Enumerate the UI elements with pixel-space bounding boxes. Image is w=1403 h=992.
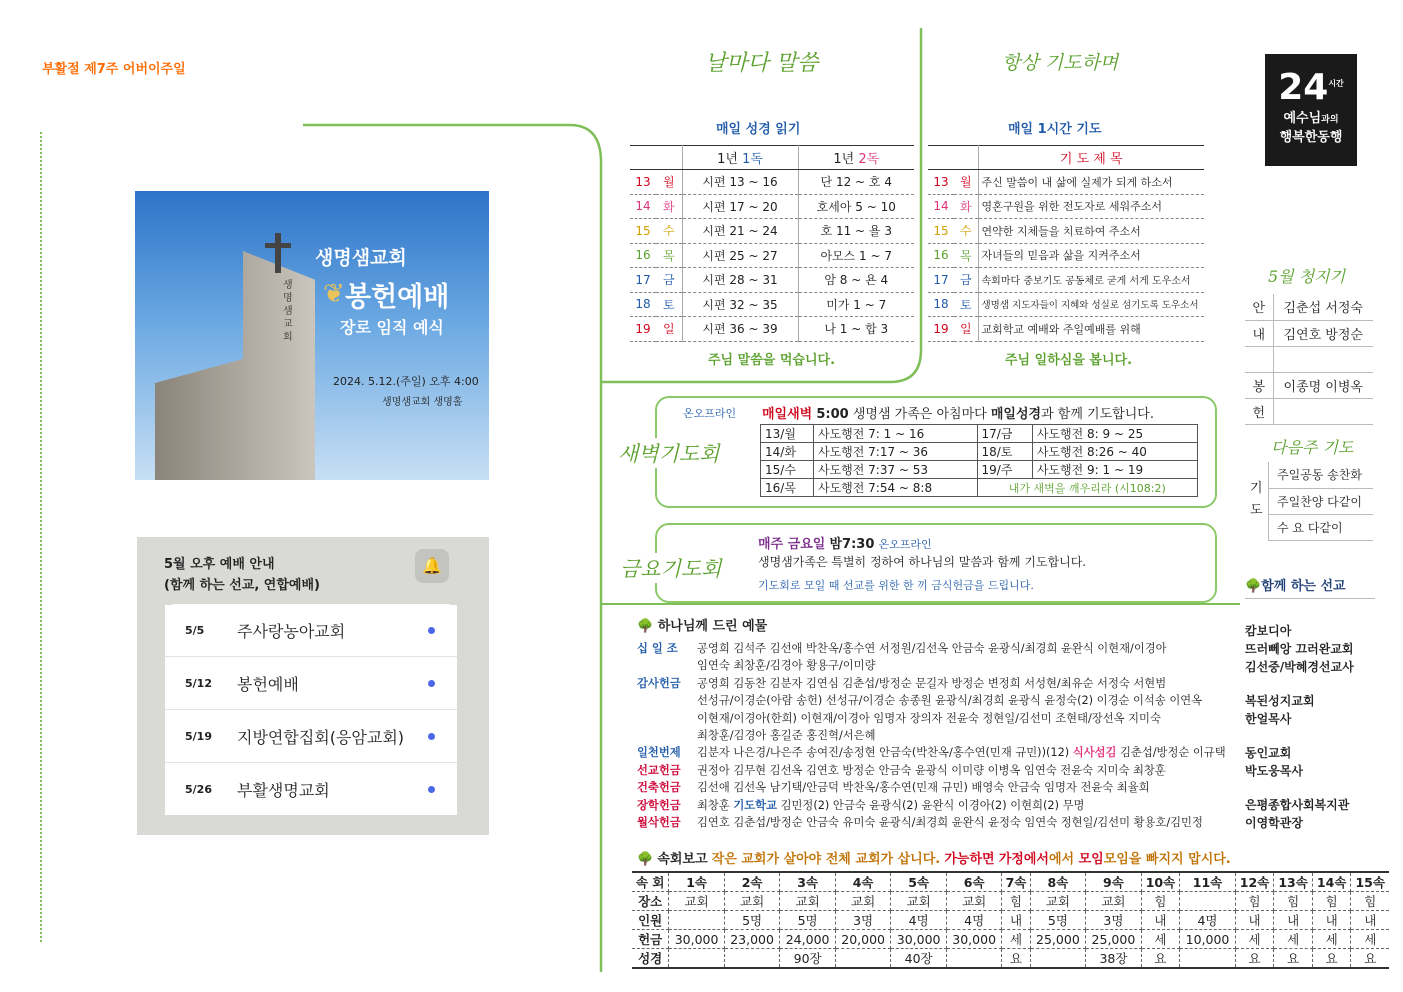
cell-table-cell: 38장 (1086, 949, 1142, 969)
cell-table-cell: 성경 (632, 949, 669, 969)
notice-date: 5/19 (185, 730, 212, 743)
notice-item[interactable] (165, 711, 457, 763)
word-footer: 주님 말씀을 먹습니다. (708, 353, 836, 368)
cell-table-cell (946, 949, 1002, 969)
table-row (632, 930, 1389, 949)
cell-table-cell: 5명 (780, 911, 836, 930)
cell-table-cell: 교회 (724, 892, 780, 911)
cell-table-cell: 세 (1235, 930, 1274, 949)
poster-place: 생명샘교회 생명홀 (382, 397, 463, 408)
bulletin-title: 부활절 제7주 어버이주일 (42, 62, 186, 77)
notice-name: 봉헌예배 (237, 675, 299, 694)
friday-note: 기도회로 모일 때 선교를 위한 한 끼 금식헌금을 드립니다. (758, 579, 1034, 592)
cell-table-cell: 5속 (891, 872, 947, 892)
tree-icon: 🌳 (637, 852, 654, 867)
table-row (632, 872, 1389, 892)
notice-name: 주사랑농아교회 (237, 622, 346, 641)
prayer-item: 교회학교 예배와 주일예배를 위해 (978, 317, 1204, 342)
cell-table-cell: 교회 (780, 892, 836, 911)
cell-table-cell: 힘 (1351, 892, 1389, 911)
dawn-intro: 매일새벽 5:00 생명샘 가족은 아침마다 매일성경과 함께 기도합니다. (762, 407, 1154, 422)
cell-table-cell: 내 (1235, 911, 1274, 930)
notice-title: 5월 오후 예배 안내 (164, 557, 275, 572)
cell-table-cell: 3명 (1086, 911, 1142, 930)
cell-table-cell: 교회 (835, 892, 891, 911)
prayer-footer: 주님 일하심을 봅니다. (1005, 353, 1133, 368)
dot-icon (428, 733, 435, 740)
cell-table-cell (835, 949, 891, 969)
reading-row: 18 토 시편 32 ~ 35 미가 1 ~ 7 (630, 292, 914, 317)
cell-table-cell: 세 (1351, 930, 1389, 949)
cell-table-cell: 4속 (835, 872, 891, 892)
cell-table-cell: 요 (1141, 949, 1180, 969)
notice-name: 지방연합집회(응암교회) (237, 728, 405, 747)
cell-table-cell: 7속 (1002, 872, 1030, 892)
cell-table-cell: 13속 (1274, 872, 1313, 892)
table-row (632, 911, 1389, 930)
cell-table-cell (1180, 949, 1236, 969)
cell-table-cell: 요 (1312, 949, 1351, 969)
notice-date: 5/12 (185, 677, 212, 690)
cell-table-cell: 속 회 (632, 872, 669, 892)
cross-icon (275, 233, 281, 273)
tower-text: 생명샘교회 (283, 280, 293, 343)
cell-table-cell: 내 (1351, 911, 1389, 930)
reading-row: 13 월 시편 13 ~ 16 단 12 ~ 호 4 (630, 170, 914, 195)
cell-table-cell (669, 911, 725, 930)
col1-hl: 1독 (742, 152, 763, 167)
friday-label: 금요기도회 (616, 553, 725, 583)
cell-table-cell: 20,000 (835, 930, 891, 949)
cell-table-cell: 5명 (1030, 911, 1086, 930)
cell-table-cell: 인원 (632, 911, 669, 930)
logo-line2: 행복한동행 (1279, 130, 1343, 145)
notice-name: 부활생명교회 (237, 780, 330, 800)
prayer-item: 속회마다 중보기도 공동체로 굳게 서게 도우소서 (978, 268, 1204, 293)
cell-table-cell: 세 (1312, 930, 1351, 949)
event-poster (135, 191, 489, 480)
tree-icon: 🌳 (637, 619, 654, 634)
cell-table-cell: 교회 (946, 892, 1002, 911)
cell-table-cell: 30,000 (946, 930, 1002, 949)
cell-title: 🌳 속회보고 작은 교회가 살아야 전체 교회가 삽니다. 가능하면 가정에서에서 모임모임을 빠지지 맙시다. (637, 852, 1231, 867)
col2-hl: 2독 (858, 152, 880, 167)
logo-line1: 예수님과의 (1283, 111, 1339, 126)
cell-table-cell: 힘 (1235, 892, 1274, 911)
cell-table-cell: 내 (1312, 911, 1351, 930)
cell-table (632, 871, 1389, 969)
cell-table-cell: 25,000 (1086, 930, 1142, 949)
cell-table-cell: 헌금 (632, 930, 669, 949)
col1-pre: 1년 (717, 152, 738, 167)
cell-table-cell: 내 (1141, 911, 1180, 930)
cell-table-cell: 23,000 (724, 930, 780, 949)
friday-text: 생명샘가족은 특별히 정하여 하나님의 말씀과 함께 기도합니다. (758, 555, 1087, 569)
cell-table-cell: 2속 (724, 872, 780, 892)
tree-icon: 🌳 (1245, 579, 1262, 594)
cell-table-cell (1030, 949, 1086, 969)
reading-row: 19 일 시편 36 ~ 39 나 1 ~ 합 3 (630, 317, 914, 342)
dawn-schedule: 13/월 사도행전 7: 1 ~ 16 17/금 사도행전 8: 9 ~ 25 14/화 사도행전 7:17 ~ 36 18/토 사도행전 8:26 ~ 40 15/수 사도행전 7:37 ~ 53 19/주 사도행전 9: 1 ~ 19 16/목 사도행전 7:54 ~ 8:8 내가 새벽을 깨우리라 (시108:2) (760, 424, 1198, 497)
prayer-item: 연약한 지체들을 치료하여 주소서 (978, 219, 1204, 244)
cell-table-cell: 요 (1002, 949, 1030, 969)
prayer-item: 영혼구원을 위한 전도자로 세워주소서 (978, 194, 1204, 219)
word-sub: 매일 성경 읽기 (716, 122, 801, 137)
cell-table-cell (669, 949, 725, 969)
next-title: 다음주 기도 (1271, 438, 1354, 457)
notice-item[interactable] (165, 763, 457, 815)
cell-table-cell: 세 (1274, 930, 1313, 949)
dot-icon (428, 627, 435, 634)
cell-table-cell: 14속 (1312, 872, 1351, 892)
prayer-sub: 매일 1시간 기도 (1008, 122, 1102, 137)
word-title: 날마다 말씀 (705, 51, 819, 76)
dawn-online: 온오프라인 (683, 407, 737, 420)
col2-pre: 1년 (833, 152, 855, 167)
cell-table-cell (1180, 892, 1236, 911)
cell-table-cell: 장소 (632, 892, 669, 911)
next-key: 기도 (1250, 481, 1263, 518)
logo-number: $24^{시간}$ (1278, 67, 1344, 108)
next-table: 주일공동 송찬화 주일찬양 다같이 수 요 다같이 (1268, 462, 1373, 541)
cell-table-cell: 세 (1002, 930, 1030, 949)
poster-event: 봉헌예배 (345, 282, 450, 313)
cell-table-cell: 90장 (780, 949, 836, 969)
reading-row: 17 금 시편 28 ~ 31 암 8 ~ 욘 4 (630, 268, 914, 293)
cell-table-cell: 25,000 (1030, 930, 1086, 949)
cell-table-cell: 내 (1002, 911, 1030, 930)
reading-row: 16 목 시편 25 ~ 27 아모스 1 ~ 7 (630, 243, 914, 268)
prayer-title: 항상 기도하며 (1002, 52, 1119, 74)
cross-bar (265, 243, 291, 248)
prayer-item: 자녀들의 믿음과 삶을 지켜주소서 (978, 243, 1204, 268)
cell-table-cell: 요 (1235, 949, 1274, 969)
prayer-item: 생명샘 지도자들이 지혜와 성실로 섬기도록 도우소서 (978, 292, 1204, 317)
mission-divider (1245, 598, 1375, 599)
notice-date: 5/26 (185, 782, 212, 796)
poster-date: 2024. 5.12.(주일) 오후 4:00 (333, 375, 479, 388)
cell-table-cell: 15속 (1351, 872, 1389, 892)
poster-church: 생명샘교회 (315, 247, 407, 269)
reading-row: 14 화 시편 17 ~ 20 호세아 5 ~ 10 (630, 194, 914, 219)
table-row (632, 949, 1389, 969)
wheat-icon: ❦ (323, 279, 345, 309)
cell-table-cell: 세 (1141, 930, 1180, 949)
cell-table-cell: 교회 (669, 892, 725, 911)
friday-intro: 매주 금요일 밤7:30 온오프라인 (758, 537, 932, 552)
cell-table-cell: 4명 (946, 911, 1002, 930)
cell-table-cell: 8속 (1030, 872, 1086, 892)
cell-table-cell: 9속 (1086, 872, 1142, 892)
prayer-col-header: 기 도 제 목 (978, 146, 1204, 170)
cell-table-cell: 힘 (1141, 892, 1180, 911)
poster-sub: 장로 임직 예식 (340, 318, 444, 337)
dot-icon (428, 786, 435, 793)
mission-title: 🌳함께 하는 선교 (1245, 579, 1346, 594)
cell-table-cell: 힘 (1274, 892, 1313, 911)
slogan-logo (1265, 54, 1357, 166)
cell-table-cell: 30,000 (891, 930, 947, 949)
cell-table-cell: 11속 (1180, 872, 1236, 892)
cell-table-cell: 6속 (946, 872, 1002, 892)
bell-icon[interactable]: 🔔 (415, 549, 449, 583)
cell-table-cell: 힘 (1312, 892, 1351, 911)
cell-table-cell: 12속 (1235, 872, 1274, 892)
notice-item[interactable] (165, 658, 457, 710)
cleaning-table: 안 김춘섭 서정숙 내 김연호 방정순 봉 이종명 이병옥 헌 (1245, 294, 1373, 425)
table-row (632, 892, 1389, 911)
prayer-item: 주신 말씀이 내 삶에 실제가 되게 하소서 (978, 170, 1204, 195)
cell-table-cell: 10속 (1141, 872, 1180, 892)
cell-table-cell: 4명 (1180, 911, 1236, 930)
notice-subtitle: (함께 하는 선교, 연합예배) (164, 578, 320, 593)
mission-list: 캄보디아 뜨러뻬앙 끄러완교회 김선중/박혜경선교사 복된성지교회 한얼목사 동인교회 박도웅목사 은평종합사회복지관 이영학관장 (1245, 624, 1354, 830)
offering-title: 🌳 하나님께 드린 예물 (637, 619, 768, 634)
cell-table-cell: 10,000 (1180, 930, 1236, 949)
cleaning-title: 5월 청지기 (1268, 267, 1346, 286)
cell-table-cell (724, 949, 780, 969)
cell-table-cell: 내 (1274, 911, 1313, 930)
dawn-label: 새벽기도회 (614, 438, 723, 468)
reading-table (630, 145, 914, 342)
prayer-table: 기 도 제 목 13 월 주신 말씀이 내 삶에 실제가 되게 하소서 14 화 영혼구원을 위한 전도자로 세워주소서 15 수 연약한 지체들을 치료하여 주소서 16 목 자녀들의 믿음과 삶을 지켜주소서 17 금 속회마다 중보기도 공동체로 굳게 서게 도우소서 18 토 생명샘 지도자들이 지혜와 성실로 섬기도록 도우소서 19 일 교회학교 예배와 주일예배를 위해 (928, 145, 1204, 342)
cell-table-cell: 요 (1351, 949, 1389, 969)
cell-table-cell: 4명 (891, 911, 947, 930)
cell-table-cell: 3명 (835, 911, 891, 930)
cell-table-cell: 30,000 (669, 930, 725, 949)
notice-date: 5/5 (185, 624, 205, 637)
cell-table-cell: 힘 (1002, 892, 1030, 911)
reading-row: 15 수 시편 21 ~ 24 호 11 ~ 욜 3 (630, 219, 914, 244)
cell-table-cell: 40장 (891, 949, 947, 969)
cell-table-cell: 3속 (780, 872, 836, 892)
notice-item[interactable] (165, 605, 457, 657)
cell-table-cell: 교회 (891, 892, 947, 911)
offering-list: 십 일 조 공영희 김석주 김선애 박찬옥/홍수연 서정원/김선옥 안금숙 윤광식/최경희 윤완식 이현재/이경아 임연숙 최창훈/김경아 황용구/이미량 감사헌금 공영희 김동찬 김분자 김연심 김춘섭/방정순 문길자 방정순 변정희 서성현/최유순 서정숙 서현범 선성규/이경순(아람 송헌) 선성규/이경순 송종원 윤광식/최경희 윤광식 윤정숙(2) 이경순 이석송 이연옥 이현재/이경아(한희) 이현재/이경아 임명자 장의자 전윤숙 정현일/김선미 조현태/장선옥 지미숙 최창훈/김경아 홍길준 홍진혁/서은혜 일천번제 김분자 나은경/나은주 송여진/송정현 안금숙(박찬옥/홍수연(민재 규민))(12) 식사섬김 김춘섭/방정순 이규택 선교헌금 권정아 김무현 김선옥 김연호 방정순 안금숙 윤광식 이미량 이병옥 임연숙 전윤숙 지미숙 최창훈 건축헌금 김선애 김선옥 남기택/안금덕 박찬옥/홍수연(민재 규민) 배영숙 안금숙 임명자 전윤숙 최율희 장학헌금 최창훈 기도학교 김민정(2) 안금숙 윤광식(2) 윤완식 이경아(2) 이현희(2) 무명 월삭헌금 김연호 김춘섭/방정순 안금숙 유미숙 윤광식/최경희 윤완식 윤정숙 임연숙 정현일/김선미 황용호/김민정 (637, 642, 1226, 830)
cell-table-cell: 요 (1274, 949, 1313, 969)
cell-table-cell: 1속 (669, 872, 725, 892)
dot-icon (428, 680, 435, 687)
cell-table-cell: 교회 (1030, 892, 1086, 911)
cell-table-cell: 24,000 (780, 930, 836, 949)
cell-table-cell: 교회 (1086, 892, 1142, 911)
cell-table-cell: 5명 (724, 911, 780, 930)
dawn-verse: 내가 새벽을 깨우리라 (시108:2) (977, 479, 1198, 497)
